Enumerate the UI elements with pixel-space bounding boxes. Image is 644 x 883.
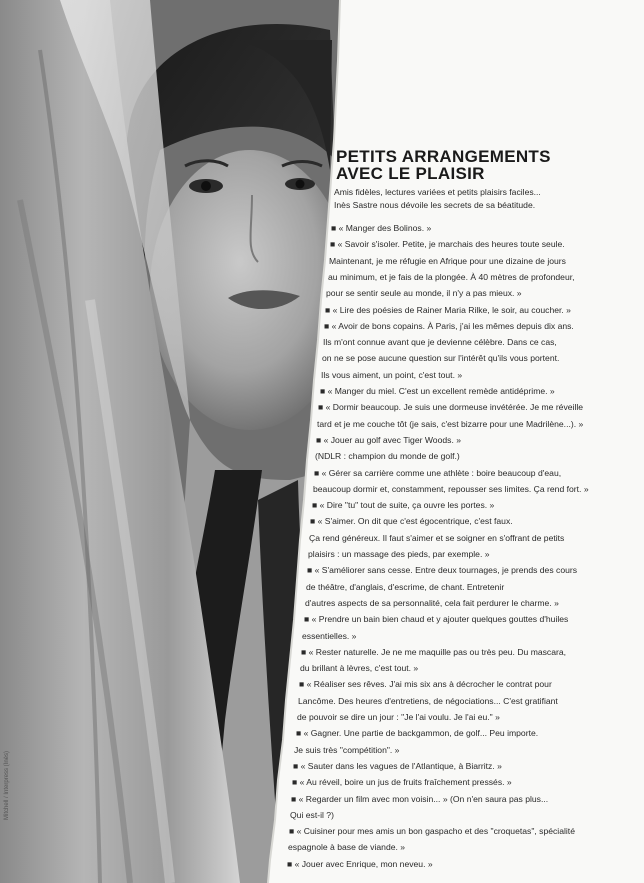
body-line: tard et je me couche tôt (je sais, c'est bizarre pour une Madrilène...). » <box>317 418 584 429</box>
body-line: Qui est-il ?) <box>290 809 334 820</box>
body-line: ■ « S'aimer. On dit que c'est égocentrique, c'est faux. <box>310 516 513 527</box>
body-line: on ne se pose aucune question sur l'intérêt qu'ils vous portent. <box>322 353 560 364</box>
body-line: Je suis très "compétition". » <box>294 744 400 755</box>
body-line: ■ « Dire "tu" tout de suite, ça ouvre les portes. » <box>312 500 495 511</box>
body-line: plaisirs : un massage des pieds, par exemple. » <box>308 549 490 559</box>
body-line: ■ « Cuisiner pour mes amis un bon gaspacho et des "croquetas", spécialité <box>289 826 575 837</box>
body-line: ■ « Prendre un bain bien chaud et y ajouter quelques gouttes d'huiles <box>304 614 569 625</box>
body-line: ■ « Savoir s'isoler. Petite, je marchais des heures toute seule. <box>330 239 565 250</box>
body-line: ■ « Regarder un film avec mon voisin... » (On n'en saura pas plus... <box>291 793 549 804</box>
body-line: ■ « Lire des poésies de Rainer Maria Rilke, le soir, au coucher. » <box>325 304 571 315</box>
body-line: espagnole à base de viande. » <box>288 842 406 853</box>
body-line: au minimum, et je fais de la plongée. À 40 mètres de profondeur, <box>328 271 575 282</box>
title-line: AVEC LE PLAISIR <box>336 164 485 183</box>
body-line: ■ « Dormir beaucoup. Je suis une dormeuse invétérée. Je me réveille <box>318 402 584 413</box>
body-line: ■ « Manger du miel. C'est un excellent remède antidéprime. » <box>320 386 555 396</box>
body-line: Ils vous aiment, un point, c'est tout. » <box>321 369 463 380</box>
body-line: (NDLR : champion du monde de golf.) <box>315 451 460 462</box>
photo-credit: Mitchell / Interpress (Inès) <box>4 750 10 820</box>
body-line: Ça rend généreux. Il faut s'aimer et se soigner en s'offrant de petits <box>309 532 565 543</box>
intro-line: Amis fidèles, lectures variées et petits plaisirs faciles... <box>334 187 541 197</box>
body-line: ■ « Rester naturelle. Je ne me maquille pas ou très peu. Du mascara, <box>301 646 567 657</box>
body-line: ■ « Au réveil, boire un jus de fruits fraîchement pressés. » <box>292 777 512 788</box>
body-line: ■ « Gérer sa carrière comme une athlète : boire beaucoup d'eau, <box>314 467 562 478</box>
body-line: pour se sentir seule au monde, il n'y a pas mieux. » <box>326 288 522 299</box>
body-line: ■ « Manger des Bolinos. » <box>331 223 432 233</box>
article-title <box>336 148 626 182</box>
body-line: Lancôme. Des heures d'entretiens, de négociations... C'est gratifiant <box>298 695 558 706</box>
article-intro <box>334 186 634 212</box>
body-line: du brillant à lèvres, c'est tout. » <box>300 663 419 674</box>
body-line: ■ « Jouer au golf avec Tiger Woods. » <box>316 434 461 445</box>
body-line: de pouvoir se dire un jour : "Je l'ai voulu. Je l'ai eu." » <box>297 712 500 722</box>
body-line: Ils m'ont connue avant que je devienne célèbre. Dans ce cas, <box>323 337 557 348</box>
body-line: ■ « S'améliorer sans cesse. Entre deux tournages, je prends des cours <box>307 565 578 576</box>
body-line: d'autres aspects de sa personnalité, cela fait perdurer le charme. » <box>305 597 559 608</box>
body-line: essentielles. » <box>302 630 357 641</box>
body-line: ■ « Réaliser ses rêves. J'ai mis six ans à décrocher le contrat pour <box>299 679 552 690</box>
title-line: PETITS ARRANGEMENTS <box>336 147 551 166</box>
body-line: ■ « Gagner. Une partie de backgammon, de golf... Peu importe. <box>296 728 539 739</box>
body-line: Maintenant, je me réfugie en Afrique pour une dizaine de jours <box>329 255 566 266</box>
body-line: de théâtre, d'anglais, d'escrime, de chant. Entretenir <box>306 581 505 592</box>
intro-line: Inès Sastre nous dévoile les secrets de sa béatitude. <box>334 200 536 210</box>
body-line: ■ « Sauter dans les vagues de l'Atlantique, à Biarritz. » <box>293 760 502 771</box>
body-line: ■ « Jouer avec Enrique, mon neveu. » <box>287 858 433 869</box>
body-line: beaucoup dormir et, constamment, repousser ses limites. Ça rend fort. » <box>313 483 589 494</box>
body-line: ■ « Avoir de bons copains. À Paris, j'ai les mêmes depuis dix ans. <box>324 320 574 331</box>
